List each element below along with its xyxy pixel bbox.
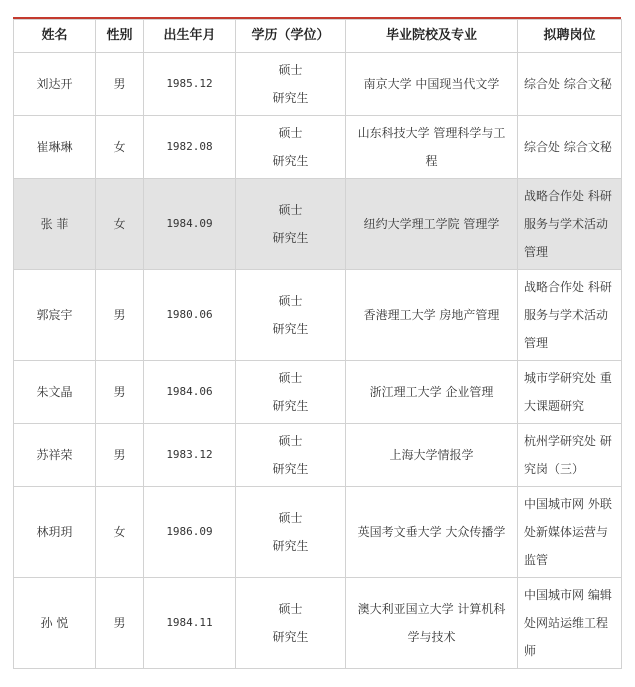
cell-edu-level: 研究生 bbox=[272, 231, 309, 245]
table-row bbox=[14, 578, 622, 669]
cell-gender: 女 bbox=[96, 179, 144, 270]
cell-degree: 硕士 bbox=[278, 602, 303, 616]
table-row bbox=[14, 361, 622, 424]
cell-edu-level: 研究生 bbox=[272, 154, 309, 168]
header-degree: 学历（学位） bbox=[236, 20, 346, 53]
cell-gender: 男 bbox=[96, 53, 144, 116]
cell-position: 中国城市网 编辑处网站运维工程师 bbox=[518, 578, 622, 669]
cell-name: 郭宸宇 bbox=[14, 270, 96, 361]
cell-education bbox=[236, 270, 346, 361]
header-school: 毕业院校及专业 bbox=[346, 20, 518, 53]
cell-position: 综合处 综合文秘 bbox=[518, 53, 622, 116]
cell-gender: 女 bbox=[96, 116, 144, 179]
cell-school: 上海大学情报学 bbox=[346, 424, 518, 487]
table-row bbox=[14, 270, 622, 361]
cell-education bbox=[236, 578, 346, 669]
cell-degree: 硕士 bbox=[278, 511, 303, 525]
cell-gender: 男 bbox=[96, 424, 144, 487]
cell-education bbox=[236, 179, 346, 270]
cell-name: 林玥玥 bbox=[14, 487, 96, 578]
cell-birth: 1982.08 bbox=[144, 116, 236, 179]
cell-edu-level: 研究生 bbox=[272, 539, 309, 553]
cell-degree: 硕士 bbox=[278, 63, 303, 77]
cell-birth: 1984.11 bbox=[144, 578, 236, 669]
cell-school: 纽约大学理工学院 管理学 bbox=[346, 179, 518, 270]
cell-gender: 男 bbox=[96, 361, 144, 424]
cell-name: 崔琳琳 bbox=[14, 116, 96, 179]
cell-birth: 1986.09 bbox=[144, 487, 236, 578]
cell-degree: 硕士 bbox=[278, 294, 303, 308]
cell-name: 张 菲 bbox=[14, 179, 96, 270]
table-header-row bbox=[14, 20, 622, 53]
cell-degree: 硕士 bbox=[278, 126, 303, 140]
cell-position: 综合处 综合文秘 bbox=[518, 116, 622, 179]
cell-position: 城市学研究处 重大课题研究 bbox=[518, 361, 622, 424]
cell-edu-level: 研究生 bbox=[272, 91, 309, 105]
cell-birth: 1984.09 bbox=[144, 179, 236, 270]
cell-name: 朱文晶 bbox=[14, 361, 96, 424]
cell-edu-level: 研究生 bbox=[272, 399, 309, 413]
cell-position: 杭州学研究处 研究岗（三） bbox=[518, 424, 622, 487]
cell-gender: 女 bbox=[96, 487, 144, 578]
cell-school: 南京大学 中国现当代文学 bbox=[346, 53, 518, 116]
table-row bbox=[14, 424, 622, 487]
cell-school: 浙江理工大学 企业管理 bbox=[346, 361, 518, 424]
cell-birth: 1985.12 bbox=[144, 53, 236, 116]
cell-position: 战略合作处 科研服务与学术活动管理 bbox=[518, 270, 622, 361]
cell-education bbox=[236, 487, 346, 578]
header-gender: 性别 bbox=[96, 20, 144, 53]
cell-position: 中国城市网 外联处新媒体运营与监管 bbox=[518, 487, 622, 578]
cell-name: 刘达开 bbox=[14, 53, 96, 116]
cell-degree: 硕士 bbox=[278, 203, 303, 217]
cell-edu-level: 研究生 bbox=[272, 462, 309, 476]
cell-education bbox=[236, 116, 346, 179]
cell-education bbox=[236, 53, 346, 116]
personnel-table bbox=[13, 19, 622, 669]
cell-school: 山东科技大学 管理科学与工程 bbox=[346, 116, 518, 179]
cell-gender: 男 bbox=[96, 578, 144, 669]
header-name: 姓名 bbox=[14, 20, 96, 53]
cell-school: 英国考文垂大学 大众传播学 bbox=[346, 487, 518, 578]
table-row bbox=[14, 487, 622, 578]
cell-edu-level: 研究生 bbox=[272, 322, 309, 336]
cell-education bbox=[236, 424, 346, 487]
header-birth: 出生年月 bbox=[144, 20, 236, 53]
cell-degree: 硕士 bbox=[278, 434, 303, 448]
cell-birth: 1984.06 bbox=[144, 361, 236, 424]
cell-education bbox=[236, 361, 346, 424]
cell-position: 战略合作处 科研服务与学术活动管理 bbox=[518, 179, 622, 270]
cell-school: 香港理工大学 房地产管理 bbox=[346, 270, 518, 361]
cell-birth: 1983.12 bbox=[144, 424, 236, 487]
header-position: 拟聘岗位 bbox=[518, 20, 622, 53]
cell-school: 澳大利亚国立大学 计算机科学与技术 bbox=[346, 578, 518, 669]
cell-name: 孙 悦 bbox=[14, 578, 96, 669]
cell-birth: 1980.06 bbox=[144, 270, 236, 361]
cell-name: 苏祥荣 bbox=[14, 424, 96, 487]
cell-edu-level: 研究生 bbox=[272, 630, 309, 644]
cell-degree: 硕士 bbox=[278, 371, 303, 385]
table-row bbox=[14, 116, 622, 179]
personnel-table-container bbox=[13, 17, 621, 669]
table-row bbox=[14, 179, 622, 270]
table-row bbox=[14, 53, 622, 116]
cell-gender: 男 bbox=[96, 270, 144, 361]
